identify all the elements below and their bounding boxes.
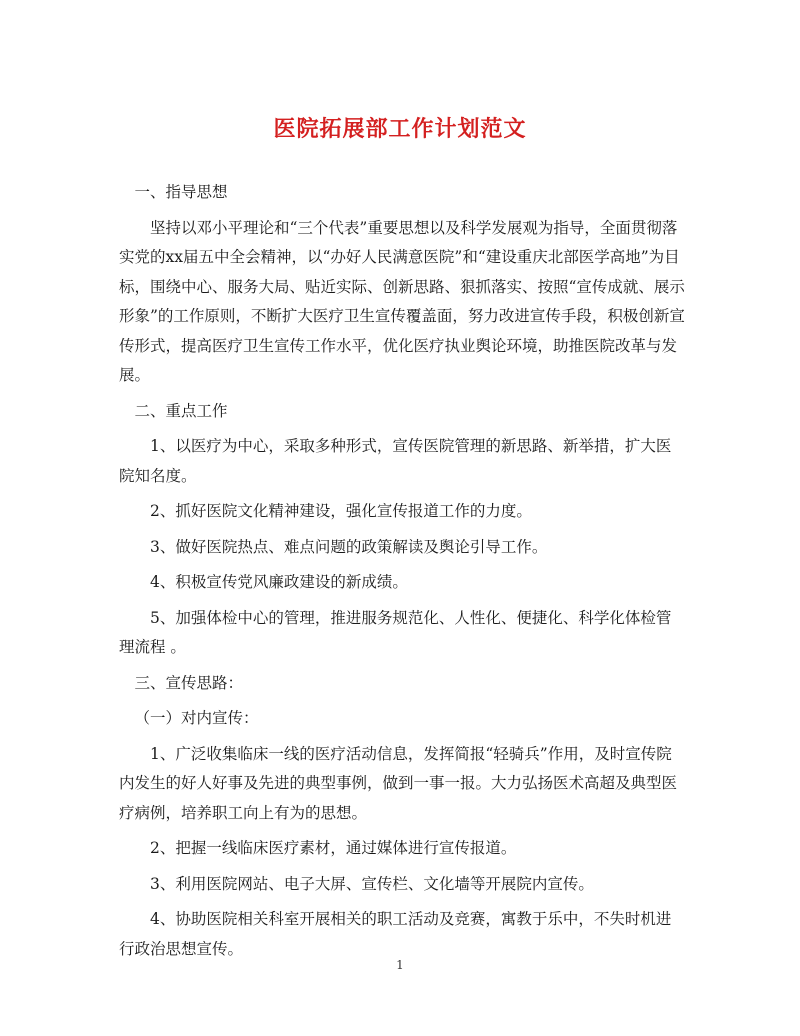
- section-heading-publicity-ideas: 三、宣传思路：: [134, 673, 244, 692]
- paragraph-key-work-3: 3、做好医院热点、难点问题的政策解读及舆论引导工作。: [150, 537, 548, 556]
- paragraph-key-work-2: 2、抓好医院文化精神建设，强化宣传报道工作的力度。: [150, 502, 532, 520]
- paragraph-internal-3: 3、利用医院网站、电子大屏、宣传栏、文化墙等开展院内宣传。: [150, 874, 594, 893]
- section-heading-key-work: 二、重点工作: [134, 401, 228, 420]
- paragraph-key-work-4: 4、积极宣传党风廉政建设的新成绩。: [150, 573, 408, 591]
- document-title: 医院拓展部工作计划范文: [273, 116, 527, 142]
- paragraph-internal-1: 1、广泛收集临床一线的医疗活动信息，发挥简报“轻骑兵”作用，及时宣传院内发生的好人好事及先进的典型事例，做到一事一报。大力弘扬医术高超及典型医疗病例，培养职工向上有为的思想。: [119, 744, 678, 822]
- document-body: [119, 178, 685, 964]
- paragraph-internal-2: 2、把握一线临床医疗素材，通过媒体进行宣传报道。: [150, 839, 517, 857]
- subsection-heading-internal: （一）对内宣传：: [134, 709, 259, 727]
- paragraph-key-work-5: 5、加强体检中心的管理，推进服务规范化、人性化、便捷化、科学化体检管理流程 。: [119, 608, 672, 656]
- paragraph-key-work-1: 1、以医疗为中心，采取多种形式，宣传医院管理的新思路、新举措，扩大医院知名度。: [119, 437, 672, 485]
- paragraph-guiding-ideology: 坚持以邓小平理论和“三个代表”重要思想以及科学发展观为指导，全面贯彻落实党的xx届五中全会精神，以“办好人民满意医院”和“建设重庆北部医学高地”为目标，围绕中心、服务大局、贴近实际、创新思路、狠抓落实、按照“宣传成就、展示形象”的工作原则，不断扩大医疗卫生宣传覆盖面，努力改进宣传手段，积极创新宣传形式，提高医疗卫生宣传工作水平，优化医疗执业舆论环境，助推医院改革与发展。: [119, 218, 685, 384]
- paragraph-internal-4: 4、协助医院相关科室开展相关的职工活动及竞赛，寓教于乐中，不失时机进行政治思想宣传。: [119, 910, 672, 958]
- section-heading-guiding-ideology: 一、指导思想: [134, 183, 228, 201]
- page-number: 1: [396, 958, 404, 972]
